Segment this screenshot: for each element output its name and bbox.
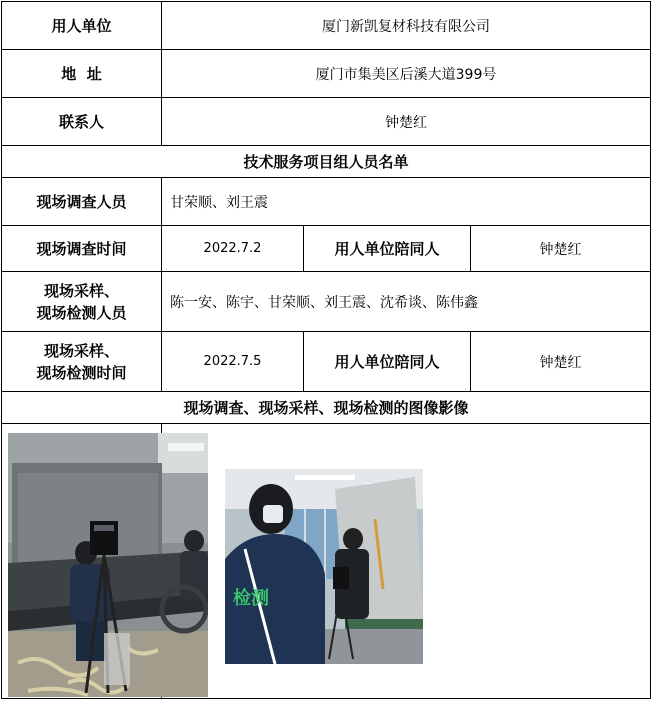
survey-time-value: 2022.7.2 bbox=[162, 226, 304, 272]
sampling-escort-value: 钟楚红 bbox=[471, 332, 651, 392]
survey-escort-value: 钟楚红 bbox=[471, 226, 651, 272]
address-value: 厦门市集美区后溪大道399号 bbox=[162, 50, 651, 98]
contact-label: 联系人 bbox=[2, 98, 162, 146]
photo-workshop-svg bbox=[8, 433, 208, 697]
sampling-staff-value: 陈一安、陈宇、甘荣顺、刘王震、沈希谈、陈伟鑫 bbox=[162, 272, 651, 332]
sampling-time-value: 2022.7.5 bbox=[162, 332, 304, 392]
address-label: 地 址 bbox=[2, 50, 162, 98]
survey-staff-value: 甘荣顺、刘王震 bbox=[162, 178, 651, 226]
photo-workshop-sampling bbox=[8, 433, 208, 697]
employer-label: 用人单位 bbox=[2, 2, 162, 50]
sampling-staff-label-line2: 现场检测人员 bbox=[36, 303, 127, 322]
sampling-time-label-line2: 现场检测时间 bbox=[36, 363, 127, 382]
photo-vest-text: 检测 bbox=[233, 588, 269, 609]
employer-value: 厦门新凯复材科技有限公司 bbox=[162, 2, 651, 50]
photo-lab-testing bbox=[225, 469, 423, 664]
sampling-staff-label bbox=[2, 272, 162, 332]
images-header: 现场调查、现场采样、现场检测的图像影像 bbox=[2, 392, 651, 424]
survey-staff-label: 现场调查人员 bbox=[2, 178, 162, 226]
survey-time-label: 现场调查时间 bbox=[2, 226, 162, 272]
survey-escort-label: 用人单位陪同人 bbox=[304, 226, 471, 272]
team-header: 技术服务项目组人员名单 bbox=[2, 146, 651, 178]
sampling-staff-label-line1: 现场采样、 bbox=[43, 281, 119, 300]
contact-value: 钟楚红 bbox=[162, 98, 651, 146]
sampling-time-label-line1: 现场采样、 bbox=[43, 341, 119, 360]
sampling-time-label bbox=[2, 332, 162, 392]
sampling-escort-label: 用人单位陪同人 bbox=[304, 332, 471, 392]
photo-lab-svg bbox=[225, 469, 423, 664]
